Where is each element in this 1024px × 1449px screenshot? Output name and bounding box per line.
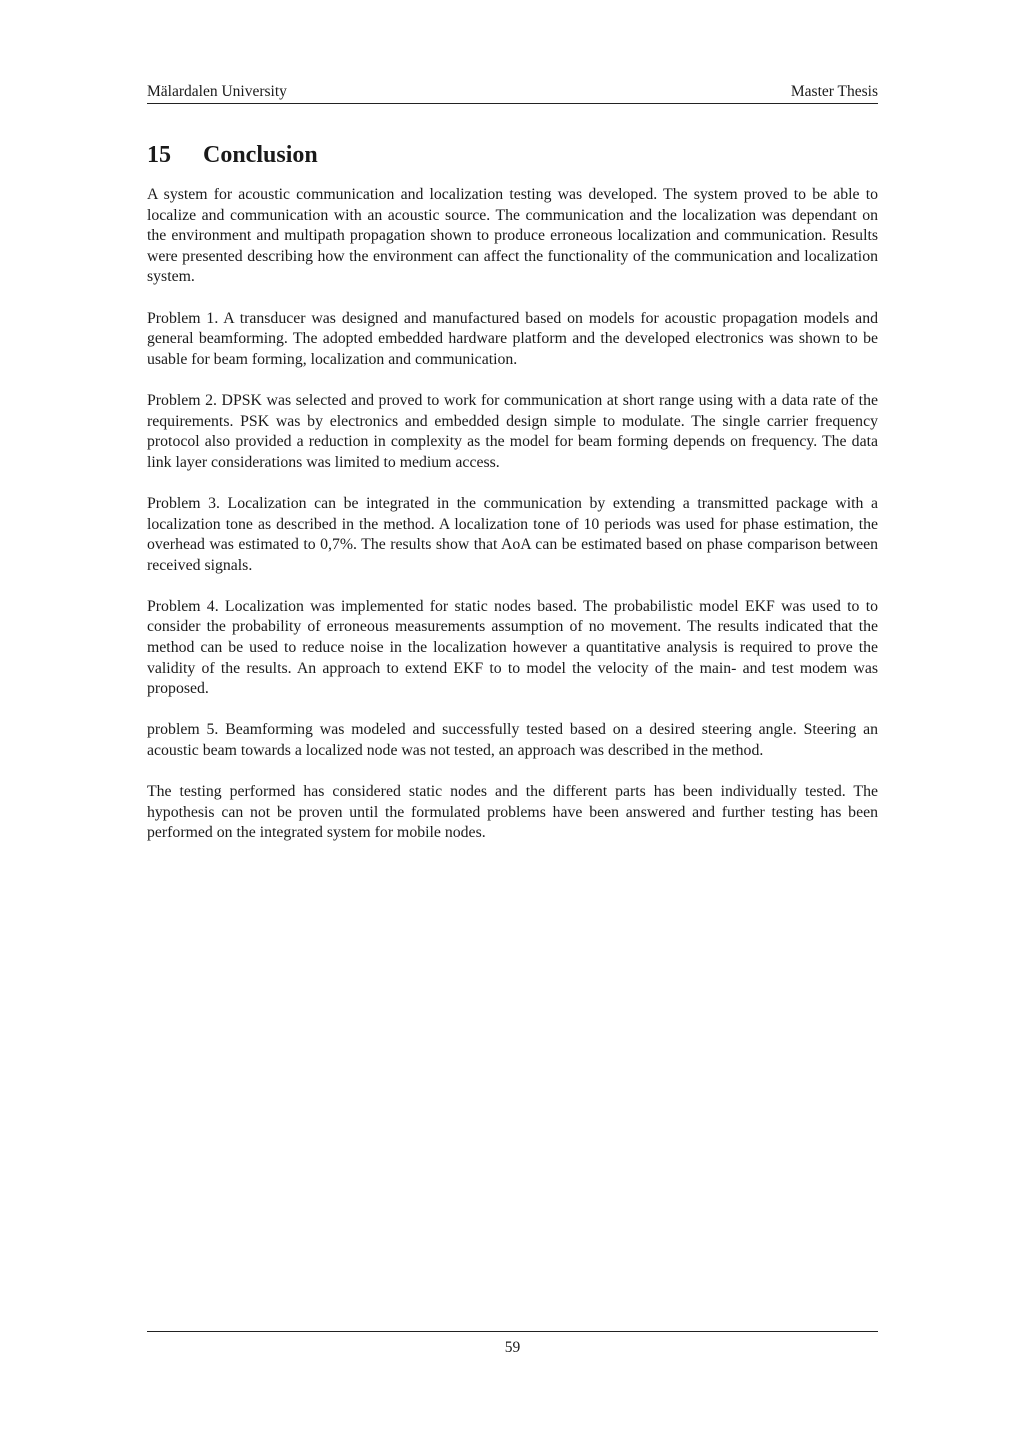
paragraph-problem-3: Problem 3. Localization can be integrated in the communication by extending a transmitted package with a localization tone as described in the method. A localization tone of 10 periods was used for phase estimation, the overhead was estimated to 0,7%. The results show that AoA can be estimated based on phase comparison between received signals. xyxy=(147,494,878,574)
header-rule xyxy=(147,103,878,104)
paragraph-closing: The testing performed has considered static nodes and the different parts has been individually tested. The hypothesis can not be proven until the formulated problems have been answered and further testing has been performed on the integrated system for mobile nodes. xyxy=(147,783,878,842)
header-document-type: Master Thesis xyxy=(790,83,878,100)
document-page xyxy=(147,0,878,1449)
section-title: Conclusion xyxy=(203,142,318,168)
section-heading xyxy=(147,140,878,170)
paragraph-problem-1: Problem 1. A transducer was designed and manufactured based on models for acoustic propagation models and general beamforming. The adopted embedded hardware platform and the developed electronics was shown to be usable for beam forming, localization and communication. xyxy=(147,309,878,368)
page-number: 59 xyxy=(504,1339,521,1356)
section-number: 15 xyxy=(147,142,171,168)
paragraph-intro: A system for acoustic communication and localization testing was developed. The system proved to be able to localize and communication with an acoustic source. The communication and the localization was dependant on the environment and multipath propagation shown to produce erroneous localization and communication. Results were presented describing how the environment can affect the functionality of the communication and localization system. xyxy=(147,186,878,286)
header-university: Mälardalen University xyxy=(147,83,287,100)
footer-rule xyxy=(147,1331,878,1332)
section-body xyxy=(147,185,878,865)
paragraph-problem-2: Problem 2. DPSK was selected and proved to work for communication at short range using with a data rate of the requirements. PSK was by electronics and embedded design simple to modulate. The single carrier frequency protocol also provided a reduction in complexity as the model for beam forming depends on frequency. The data link layer considerations was limited to medium access. xyxy=(147,391,878,471)
paragraph-problem-5: problem 5. Beamforming was modeled and successfully tested based on a desired steering angle. Steering an acoustic beam towards a localized node was not tested, an approach was described in the method. xyxy=(147,721,878,760)
paragraph-problem-4: Problem 4. Localization was implemented for static nodes based. The probabilistic model EKF was used to to consider the probability of erroneous measurements assumption of no movement. The results indicated that the method can be used to reduce noise in the localization however a quantitative analysis is required to prove the validity of the results. An approach to extend EKF to to model the velocity of the main- and test modem was proposed. xyxy=(147,597,878,698)
running-header xyxy=(147,82,878,102)
